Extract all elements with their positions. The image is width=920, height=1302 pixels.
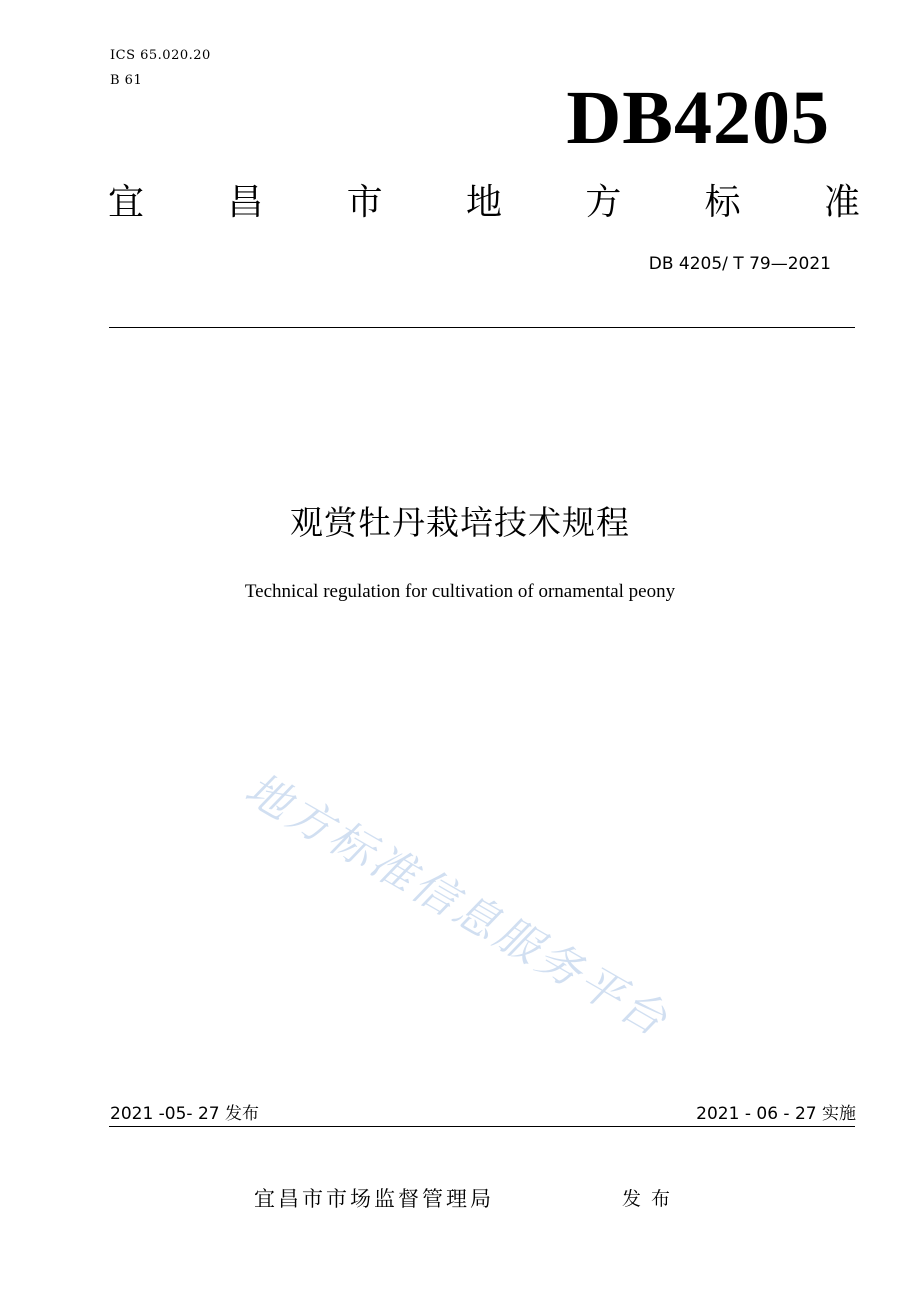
top-divider: [109, 327, 855, 328]
standard-type-char: 昌: [227, 182, 264, 223]
document-title-chinese: 观赏牡丹栽培技术规程: [290, 503, 630, 542]
standard-type-char: 方: [585, 182, 622, 223]
document-title-english: Technical regulation for cultivation of ornamental peony: [244, 581, 676, 602]
issue-date: 2021 -05- 27 发布: [110, 1104, 260, 1124]
watermark-text: 地方标准信息服务平台: [236, 763, 678, 1048]
standard-type-char: 宜: [108, 182, 145, 223]
standard-type-char: 准: [823, 182, 860, 223]
standard-type-char: 市: [346, 182, 383, 223]
standard-code-large: DB4205: [566, 76, 830, 160]
issuing-authority: 宜昌市市场监督管理局: [254, 1187, 494, 1211]
standard-type-heading: [108, 178, 860, 228]
watermark: [232, 758, 752, 1088]
ccs-code: B 61: [110, 73, 143, 88]
bottom-divider: [109, 1126, 855, 1127]
issue-label: 发布: [622, 1188, 681, 1210]
implementation-date: 2021 - 06 - 27 实施: [696, 1104, 856, 1124]
standard-number: DB 4205/ T 79—2021: [648, 254, 831, 274]
standard-type-char: 标: [704, 182, 741, 223]
standard-type-char: 地: [465, 182, 502, 223]
ics-code: ICS 65.020.20: [110, 48, 211, 63]
